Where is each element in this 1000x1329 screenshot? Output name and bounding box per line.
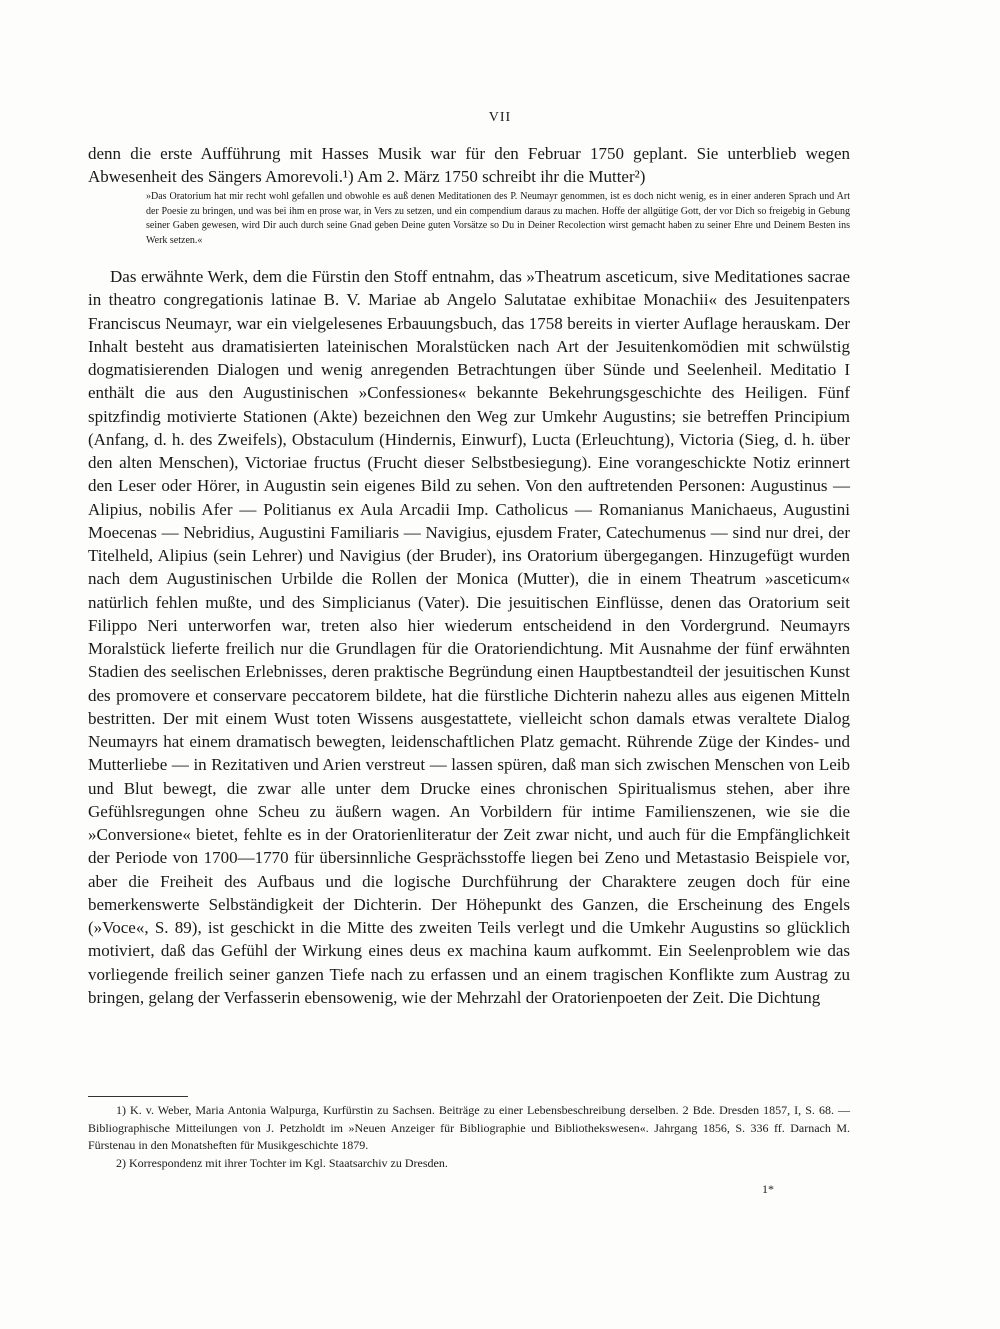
main-text <box>88 265 850 1009</box>
intro-paragraph <box>88 142 850 188</box>
footnote-1: 1) K. v. Weber, Maria Antonia Walpurga, Kurfürstin zu Sachsen. Beiträge zu einer Lebensbeschreibung derselben. 2 Bde. Dresden 1857, I, S. 68. — Bibliographische Mitteilungen von J. Petzholdt im »Neuen Anzeiger für Bibliographie und Bibliothekswesen«. Jahrgang 1856, S. 336 ff. Darnach M. Fürstenau in den Monatsheften für Musikgeschichte 1879. <box>88 1103 850 1152</box>
footnote-2: 2) Korrespondenz mit ihrer Tochter im Kgl. Staatsarchiv zu Dresden. <box>116 1155 448 1170</box>
letter-quote <box>146 190 850 248</box>
signature-mark: 1* <box>762 1182 774 1196</box>
body-paragraph: Das erwähnte Werk, dem die Fürstin den Stoff entnahm, das »Theatrum asceticum, sive Meditationes sacrae in theatro congregationis latinae B. V. Mariae ab Angelo Salutatae exhibitae Monachii« des Jesuitenpaters Franciscus Neumayr, war ein vielgelesenes Erbauungsbuch, das 1758 bereits in vierter Auflage herauskam. Der Inhalt besteht aus dramatisierten lateinischen Moralstücken nach Art der Jesuitenkomödien mit schwülstig dogmatisierenden Dialogen und wenig anregenden Betrachtungen über Sünde und Seelenheil. Meditatio I enthält die aus den Augustinischen »Confessiones« bekannte Bekehrungsgeschichte des Heiligen. Fünf spitzfindig motivierte Stationen (Akte) bezeichnen den Weg zur Umkehr Augustins; sie betreffen Principium (Anfang, d. h. des Zweifels), Obstaculum (Hindernis, Einwurf), Lucta (Erleuchtung), Victoria (Sieg, d. h. über den alten Menschen), Victoriae fructus (Frucht dieser Selbstbesiegung). Eine vorangeschickte Notiz erinnert den Leser oder Hörer, in Augustin sein eigenes Bild zu sehen. Von den auftretenden Personen: Augustinus — Alipius, nobilis Afer — Politianus ex Aula Arcadii Imp. Catholicus — Romanianus Manichaeus, Augustini Moecenas — Nebridius, Augustini Familiaris — Navigius, ejusdem Frater, Catechumenus — sind nur drei, der Titelheld, Alipius (sein Lehrer) und Navigius (der Bruder), ins Oratorium übergegangen. Hinzugefügt wurden nach dem Augustinischen Urbilde die Rollen der Monica (Mutter), die in einem Theatrum »asceticum« natürlich fehlen mußte, und des Simplicianus (Vater). Die jesuitischen Einflüsse, denen das Oratorium seit Filippo Neri unterworfen war, treten also hier wiederum entscheidend in den Vordergrund. Neumayrs Moralstück lieferte freilich nur die Grundlagen für die Oratoriendichtung. Mit Ausnahme der fünf erwähnten Stadien des seelischen Erlebnisses, deren praktische Begründung einen Hauptbestandteil der jesuitischen Kunst des promovere et conservare peccatorem bildete, hat die fürstliche Dichterin nahezu alles aus eigenen Mitteln bestritten. Der mit einem Wust toten Wissens ausgestattete, vielleicht schon damals etwas veraltete Dialog Neumayrs hat einem dramatisch bewegten, leidenschaftlichen Platz gemacht. Rührende Züge der Kindes- und Mutterliebe — in Rezitativen und Arien verstreut — lassen spüren, daß man sich zwischen Menschen von Leib und Blut bewegt, die zwar alle unter dem Drucke eines chronischen Spiritualismus stehen, aber ihre Gefühlsregungen ohne Scheu zu äußern wagen. An Vorbildern für intime Familienszenen, wie sie die »Conversione« bietet, fehlte es in der Oratorienliteratur der Zeit zwar nicht, und auch für die Empfänglichkeit der Periode von 1700—1770 für übersinnliche Gesprächsstoffe liegen bei Zeno und Metastasio Beispiele vor, aber die Freiheit des Aufbaus und die logische Durchführung der Charaktere zeugen doch für eine bemerkenswerte Selbständigkeit der Dichterin. Der Höhepunkt des Ganzen, die Erscheinung des Engels (»Voce«, S. 89), ist geschickt in die Mitte des zweiten Teils verlegt und die Umkehr Augustins so glücklich motiviert, daß das Gefühl der Wirkung eines deus ex machina kaum aufkommt. Ein Seelenproblem wie das vorliegende freilich seiner ganzen Tiefe nach zu erfassen und an einem tragischen Konflikte zum Austrag zu bringen, gelang der Verfasserin ebensowenig, wie der Mehrzahl der Oratorienpoeten der Zeit. Die Dichtung <box>88 267 850 1007</box>
page-number: VII <box>488 110 512 125</box>
intro-text: denn die erste Aufführung mit Hasses Musik war für den Februar 1750 geplant. Sie unterblieb wegen Abwesenheit des Sängers Amorevoli.¹) Am 2. März 1750 schreibt ihr die Mutter²) <box>88 144 850 186</box>
footnotes <box>88 1102 850 1172</box>
footnote-rule <box>88 1096 188 1097</box>
quote-text: »Das Oratorium hat mir recht wohl gefallen und obwohle es auß denen Meditationen des P. Neumayr genommen, ist es doch nicht wenig, es in einer anderen Sprach und Art der Poesie zu bringen, und was bei ihm en prose war, in Vers zu setzen, und ein compendium daraus zu machen. Hoffe der allgütige Gott, der vor Dich so freigebig in Gebung seiner Gaben gewesen, wird Dir auch durch seine Gnad geben Deine guten Vorsätze so Du in Deiner Recolection wirst gemacht haben zu seiner Ehre und Deinem Besten ins Werk setzen.« <box>146 191 850 246</box>
